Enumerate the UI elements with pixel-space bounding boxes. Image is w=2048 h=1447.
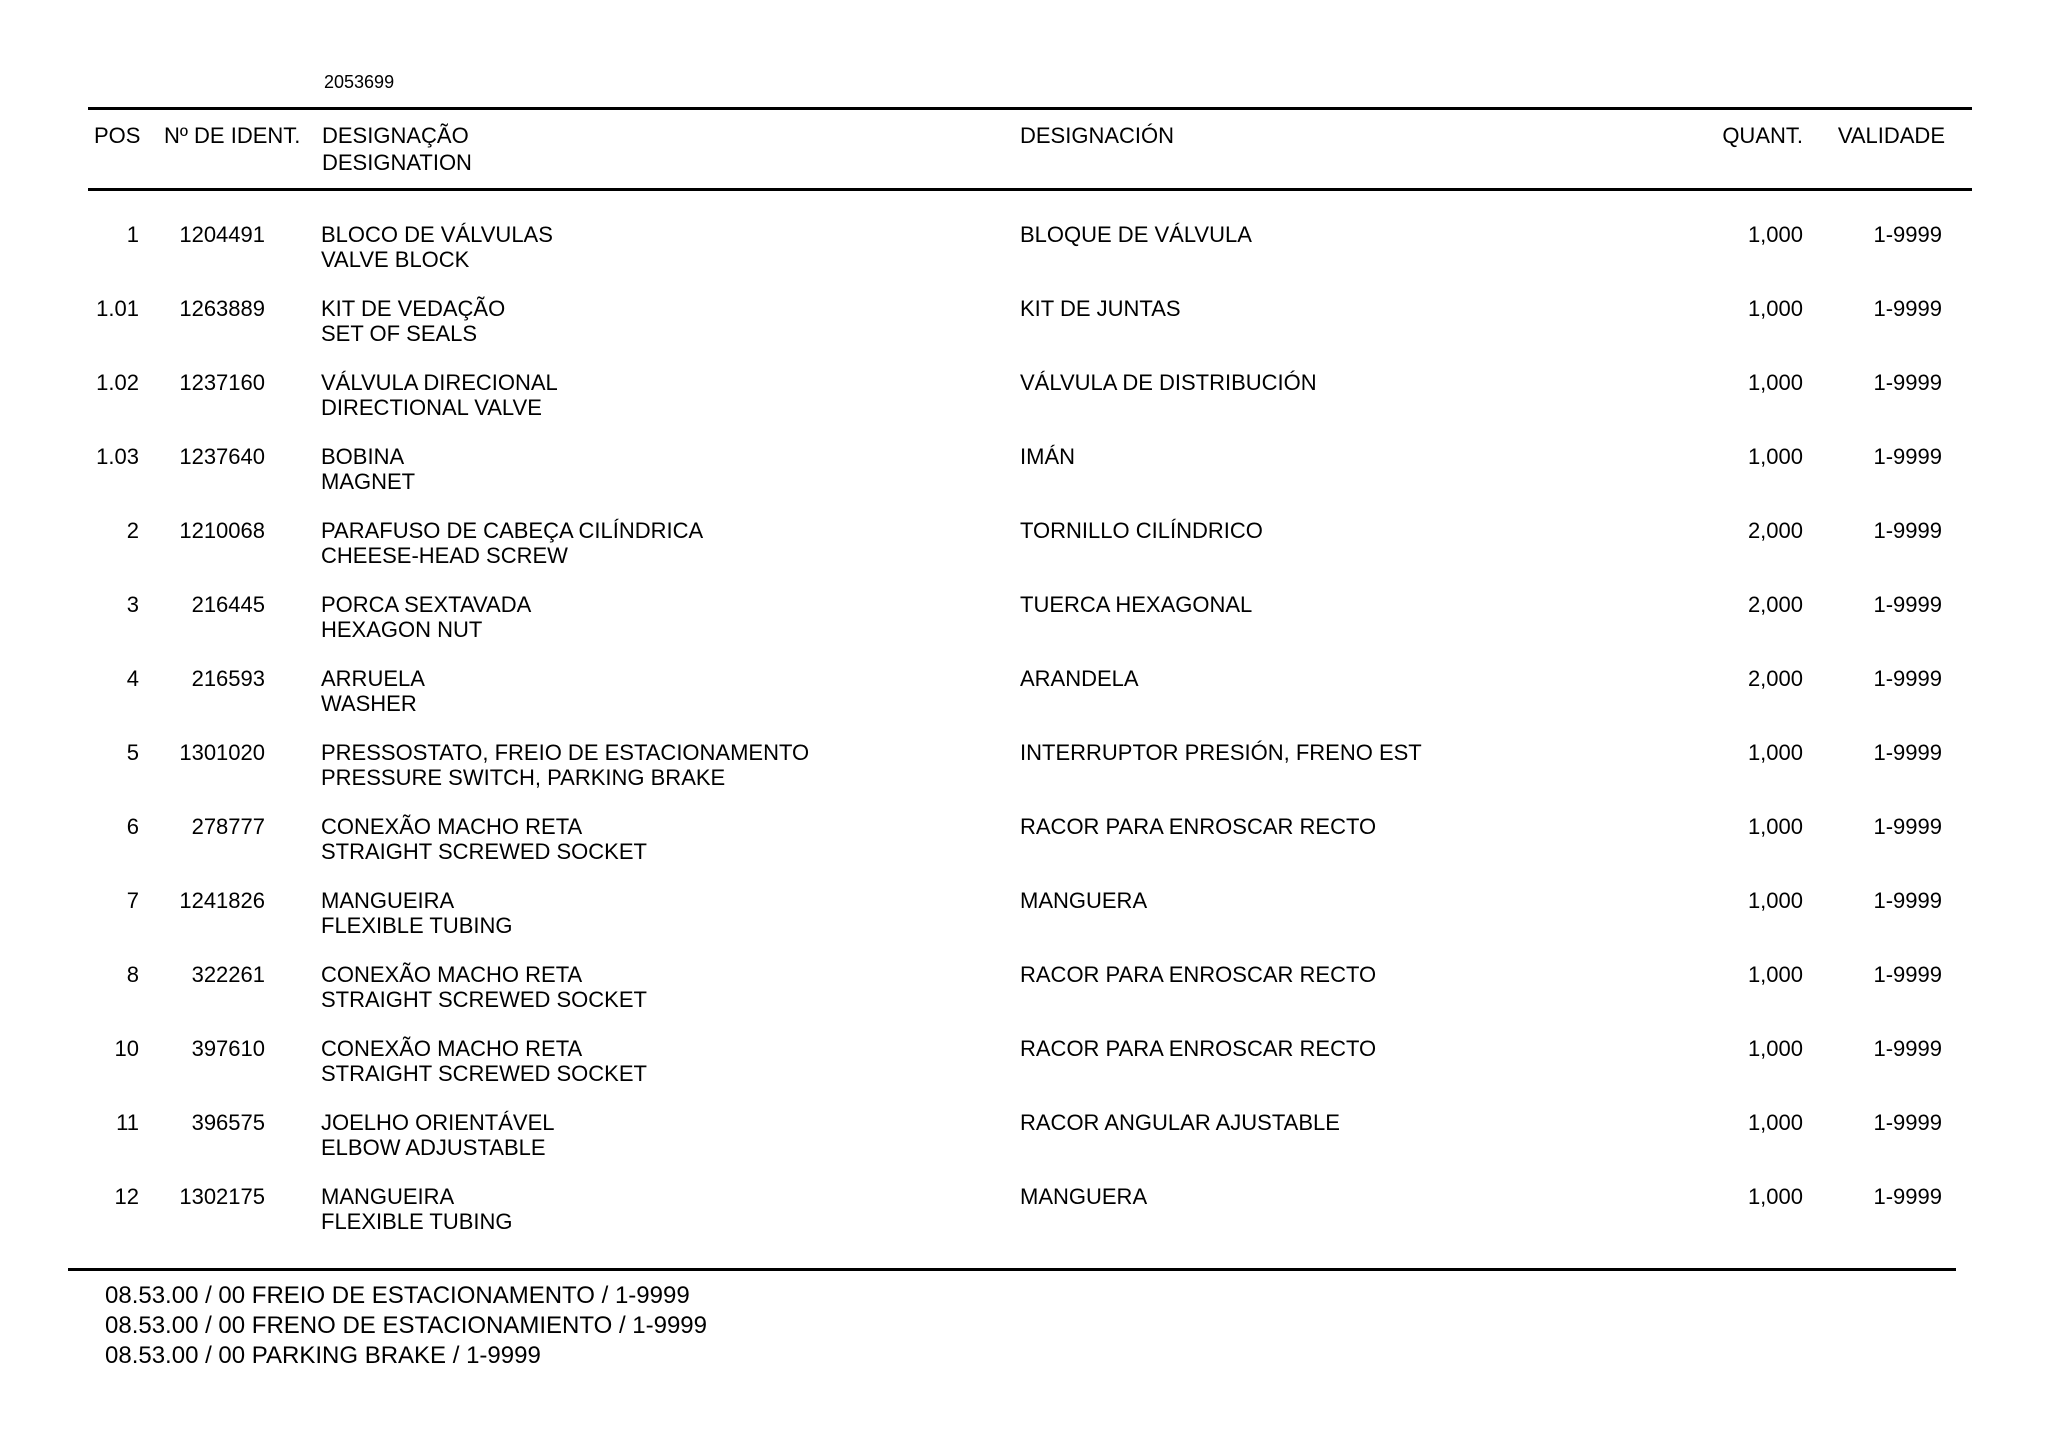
row-designation-pt: MANGUEIRA xyxy=(321,888,455,913)
row-designation xyxy=(321,1184,513,1234)
row-designation-es: BLOQUE DE VÁLVULA xyxy=(1020,222,1252,247)
row-designation xyxy=(321,1036,647,1086)
table-row xyxy=(0,888,2048,962)
table-row xyxy=(0,740,2048,814)
table-row xyxy=(0,666,2048,740)
row-pos: 7 xyxy=(126,888,139,913)
row-designation xyxy=(321,962,647,1012)
row-validity: 1-9999 xyxy=(1873,592,1942,617)
table-row xyxy=(0,1110,2048,1184)
top-rule xyxy=(88,107,1972,110)
row-validity: 1-9999 xyxy=(1873,814,1942,839)
document-number: 2053699 xyxy=(324,72,395,92)
row-designation-en: VALVE BLOCK xyxy=(321,247,470,272)
row-designation-es: INTERRUPTOR PRESIÓN, FRENO EST xyxy=(1020,740,1422,765)
row-designation-en: ELBOW ADJUSTABLE xyxy=(321,1135,546,1160)
row-ident: 1301020 xyxy=(179,740,265,765)
header-ident: Nº DE IDENT. xyxy=(164,123,301,148)
header-validity: VALIDADE xyxy=(1837,123,1945,148)
row-designation xyxy=(321,296,505,346)
row-ident: 1241826 xyxy=(179,888,265,913)
table-row xyxy=(0,518,2048,592)
bottom-rule xyxy=(68,1268,1956,1271)
row-quantity: 1,000 xyxy=(1747,888,1803,913)
row-pos: 1 xyxy=(126,222,139,247)
row-validity: 1-9999 xyxy=(1873,666,1942,691)
row-validity: 1-9999 xyxy=(1873,740,1942,765)
row-designation-en: DIRECTIONAL VALVE xyxy=(321,395,542,420)
row-designation-en: PRESSURE SWITCH, PARKING BRAKE xyxy=(321,765,726,790)
row-quantity: 1,000 xyxy=(1747,1110,1803,1135)
row-ident: 1302175 xyxy=(179,1184,265,1209)
row-designation-pt: CONEXÃO MACHO RETA xyxy=(321,1036,583,1061)
row-designation-en: MAGNET xyxy=(321,469,416,494)
row-designation-es: RACOR PARA ENROSCAR RECTO xyxy=(1020,814,1377,839)
row-designation xyxy=(321,444,415,494)
row-designation-en: HEXAGON NUT xyxy=(321,617,483,642)
row-validity: 1-9999 xyxy=(1873,296,1942,321)
row-designation xyxy=(321,666,425,716)
row-designation-pt: JOELHO ORIENTÁVEL xyxy=(321,1110,555,1135)
header-designation xyxy=(322,122,472,176)
footer-group-reference xyxy=(105,1281,707,1371)
row-validity: 1-9999 xyxy=(1873,888,1942,913)
row-designation xyxy=(321,370,558,420)
header-designation-es: DESIGNACIÓN xyxy=(1020,123,1175,148)
row-quantity: 1,000 xyxy=(1747,1184,1803,1209)
row-pos: 2 xyxy=(126,518,139,543)
row-designation xyxy=(321,592,531,642)
header-pos: POS xyxy=(94,123,141,148)
row-designation-es: MANGUERA xyxy=(1020,888,1148,913)
row-ident: 1237160 xyxy=(179,370,265,395)
table-row xyxy=(0,222,2048,296)
row-pos: 11 xyxy=(116,1110,139,1135)
header-quantity: QUANT. xyxy=(1722,123,1803,148)
row-designation-es: IMÁN xyxy=(1020,444,1075,469)
row-ident: 278777 xyxy=(191,814,265,839)
row-pos: 12 xyxy=(114,1184,139,1209)
row-ident: 216445 xyxy=(191,592,265,617)
row-pos: 1.03 xyxy=(96,444,139,469)
row-pos: 4 xyxy=(126,666,139,691)
row-validity: 1-9999 xyxy=(1873,962,1942,987)
row-designation xyxy=(321,518,703,568)
row-designation-es: RACOR PARA ENROSCAR RECTO xyxy=(1020,1036,1377,1061)
row-designation-es: ARANDELA xyxy=(1020,666,1139,691)
table-row xyxy=(0,814,2048,888)
row-quantity: 1,000 xyxy=(1747,962,1803,987)
row-designation-en: FLEXIBLE TUBING xyxy=(321,913,513,938)
header-designation-pt: DESIGNAÇÃO xyxy=(322,123,469,148)
row-ident: 397610 xyxy=(191,1036,265,1061)
row-designation xyxy=(321,1110,555,1160)
row-quantity: 1,000 xyxy=(1747,222,1803,247)
row-pos: 1.02 xyxy=(96,370,139,395)
row-ident: 216593 xyxy=(191,666,265,691)
row-designation-en: SET OF SEALS xyxy=(321,321,478,346)
row-quantity: 2,000 xyxy=(1747,666,1803,691)
row-pos: 5 xyxy=(126,740,139,765)
row-pos: 3 xyxy=(126,592,139,617)
row-quantity: 2,000 xyxy=(1747,518,1803,543)
row-designation-es: VÁLVULA DE DISTRIBUCIÓN xyxy=(1020,370,1317,395)
row-designation-en: FLEXIBLE TUBING xyxy=(321,1209,513,1234)
row-quantity: 1,000 xyxy=(1747,814,1803,839)
row-validity: 1-9999 xyxy=(1873,518,1942,543)
row-validity: 1-9999 xyxy=(1873,1184,1942,1209)
row-designation-es: TUERCA HEXAGONAL xyxy=(1020,592,1253,617)
row-designation-es: TORNILLO CILÍNDRICO xyxy=(1020,518,1263,543)
row-ident: 1237640 xyxy=(179,444,265,469)
parts-table-body xyxy=(0,222,2048,1258)
row-designation-en: STRAIGHT SCREWED SOCKET xyxy=(321,987,647,1012)
row-designation xyxy=(321,814,647,864)
footer-line-pt: 08.53.00 / 00 FREIO DE ESTACIONAMENTO / 1-9999 xyxy=(105,1282,690,1309)
header-designation-en: DESIGNATION xyxy=(322,150,472,175)
row-designation-es: RACOR PARA ENROSCAR RECTO xyxy=(1020,962,1377,987)
row-ident: 1210068 xyxy=(179,518,265,543)
row-pos: 1.01 xyxy=(96,296,139,321)
row-designation-en: WASHER xyxy=(321,691,417,716)
row-designation-pt: MANGUEIRA xyxy=(321,1184,455,1209)
row-ident: 322261 xyxy=(191,962,265,987)
row-ident: 1204491 xyxy=(179,222,265,247)
row-quantity: 1,000 xyxy=(1747,740,1803,765)
row-designation-pt: CONEXÃO MACHO RETA xyxy=(321,962,583,987)
row-designation-pt: BOBINA xyxy=(321,444,405,469)
row-designation-pt: CONEXÃO MACHO RETA xyxy=(321,814,583,839)
row-designation xyxy=(321,222,553,272)
row-quantity: 1,000 xyxy=(1747,296,1803,321)
row-pos: 6 xyxy=(126,814,139,839)
row-designation-pt: PORCA SEXTAVADA xyxy=(321,592,532,617)
table-row xyxy=(0,296,2048,370)
footer-line-en: 08.53.00 / 00 PARKING BRAKE / 1-9999 xyxy=(105,1342,541,1369)
row-designation-pt: PRESSOSTATO, FREIO DE ESTACIONAMENTO xyxy=(321,740,810,765)
row-quantity: 1,000 xyxy=(1747,370,1803,395)
row-validity: 1-9999 xyxy=(1873,222,1942,247)
row-ident: 396575 xyxy=(191,1110,265,1135)
row-designation-pt: ARRUELA xyxy=(321,666,425,691)
table-row xyxy=(0,592,2048,666)
table-row xyxy=(0,1036,2048,1110)
row-pos: 8 xyxy=(126,962,139,987)
table-row xyxy=(0,370,2048,444)
row-validity: 1-9999 xyxy=(1873,1110,1942,1135)
row-designation-pt: KIT DE VEDAÇÃO xyxy=(321,296,506,321)
row-designation xyxy=(321,888,513,938)
row-designation-en: CHEESE-HEAD SCREW xyxy=(321,543,568,568)
row-ident: 1263889 xyxy=(179,296,265,321)
row-designation-es: RACOR ANGULAR AJUSTABLE xyxy=(1020,1110,1340,1135)
row-quantity: 1,000 xyxy=(1747,444,1803,469)
row-designation-es: KIT DE JUNTAS xyxy=(1020,296,1181,321)
row-pos: 10 xyxy=(114,1036,139,1061)
row-designation-pt: VÁLVULA DIRECIONAL xyxy=(321,370,558,395)
row-quantity: 1,000 xyxy=(1747,1036,1803,1061)
row-designation-pt: PARAFUSO DE CABEÇA CILÍNDRICA xyxy=(321,518,704,543)
row-validity: 1-9999 xyxy=(1873,1036,1942,1061)
row-designation xyxy=(321,740,809,790)
row-validity: 1-9999 xyxy=(1873,444,1942,469)
footer-line-es: 08.53.00 / 00 FRENO DE ESTACIONAMIENTO / 1-9999 xyxy=(105,1312,708,1339)
row-designation-en: STRAIGHT SCREWED SOCKET xyxy=(321,1061,647,1086)
row-designation-es: MANGUERA xyxy=(1020,1184,1148,1209)
row-designation-pt: BLOCO DE VÁLVULAS xyxy=(321,222,553,247)
row-validity: 1-9999 xyxy=(1873,370,1942,395)
row-designation-en: STRAIGHT SCREWED SOCKET xyxy=(321,839,647,864)
header-rule xyxy=(88,188,1972,191)
table-row xyxy=(0,1184,2048,1258)
table-row xyxy=(0,962,2048,1036)
table-row xyxy=(0,444,2048,518)
row-quantity: 2,000 xyxy=(1747,592,1803,617)
